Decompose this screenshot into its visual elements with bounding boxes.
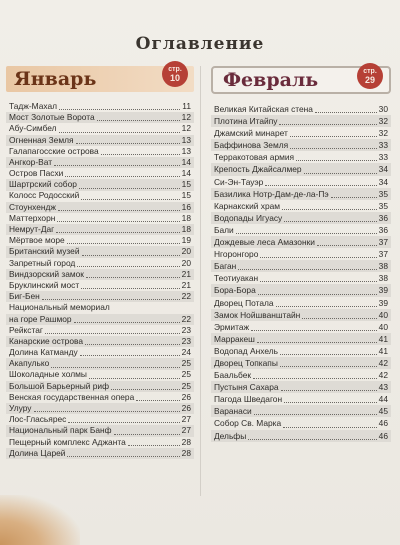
toc-entry-title: Шоколадные холмы <box>9 369 87 380</box>
toc-entry-title: Запретный город <box>9 257 76 268</box>
dot-leader <box>331 190 377 198</box>
toc-entry[interactable] <box>6 157 194 168</box>
toc-entry-page: 30 <box>378 104 388 114</box>
toc-entry-page: 39 <box>378 297 388 308</box>
toc-entry-page: 38 <box>378 273 388 284</box>
dot-leader <box>281 383 377 391</box>
dot-leader <box>282 202 377 210</box>
dot-leader <box>97 113 180 121</box>
january-banner <box>6 66 194 92</box>
toc-entry-title: Водопад Анхель <box>214 345 278 356</box>
toc-entry-title: Собор Св. Марка <box>214 418 282 429</box>
dot-leader <box>58 203 180 211</box>
dot-leader <box>136 393 179 401</box>
dot-leader <box>67 449 179 457</box>
toc-entry-page: 34 <box>378 176 388 187</box>
toc-entry-title: Лос-Гласьярес <box>9 414 67 425</box>
toc-entry-page: 28 <box>181 436 191 447</box>
toc-entry[interactable] <box>6 336 194 347</box>
toc-entry[interactable] <box>211 393 391 405</box>
january-badge-page: 10 <box>169 72 180 83</box>
dot-leader <box>89 371 180 379</box>
toc-entry[interactable] <box>6 112 194 123</box>
toc-entry-page: 35 <box>378 188 388 199</box>
toc-entry[interactable] <box>6 224 194 235</box>
toc-entry-page: 34 <box>378 164 388 175</box>
toc-entry-title: Бали <box>214 224 234 235</box>
toc-entry-title: Джамский минарет <box>214 128 288 139</box>
toc-entry[interactable] <box>211 236 391 248</box>
dot-leader <box>76 136 180 144</box>
toc-entry[interactable] <box>211 405 391 417</box>
toc-entry-title: Марракеш <box>211 333 255 345</box>
toc-entry-page: 20 <box>181 246 191 257</box>
toc-entry[interactable] <box>211 260 391 272</box>
dot-leader <box>82 248 180 256</box>
dot-leader <box>317 238 377 246</box>
dot-leader <box>248 432 376 440</box>
toc-entry-page: 42 <box>378 357 388 368</box>
toc-entry[interactable] <box>211 345 391 357</box>
toc-entry[interactable] <box>6 235 194 246</box>
dot-leader <box>280 347 377 355</box>
toc-entry[interactable] <box>211 272 391 284</box>
february-badge-page: 29 <box>364 74 375 85</box>
toc-entry[interactable] <box>6 358 194 369</box>
toc-entry[interactable] <box>6 425 194 436</box>
dot-leader <box>54 158 180 166</box>
toc-entry-page: 46 <box>378 430 388 441</box>
toc-entry-title: Баффинова Земля <box>211 139 288 151</box>
toc-entry-page: 45 <box>378 406 388 417</box>
toc-entry-title: Баальбек <box>214 370 252 381</box>
dot-leader <box>280 359 377 367</box>
dot-leader <box>56 225 179 233</box>
toc-entry-page: 44 <box>378 394 388 405</box>
january-entry-list <box>6 101 194 459</box>
toc-entry-page: 21 <box>181 279 191 290</box>
toc-entry-title: Теотиуакан <box>214 273 259 284</box>
toc-entry-page: 11 <box>182 100 191 111</box>
dot-leader <box>251 323 377 331</box>
toc-entry-title: Бора-Бора <box>211 284 256 296</box>
toc-entry-page: 12 <box>181 112 191 123</box>
toc-entry[interactable] <box>211 297 391 309</box>
toc-entry[interactable] <box>6 191 194 202</box>
toc-entry-title: Пустыня Сахара <box>211 381 279 393</box>
toc-entry-title: Долина Катманду <box>9 347 78 358</box>
dot-leader <box>296 153 377 161</box>
dot-leader <box>304 166 377 174</box>
toc-entry-page: 15 <box>181 179 191 190</box>
dot-leader <box>283 420 376 428</box>
toc-entry-page: 25 <box>181 369 191 380</box>
toc-entry-title: Базилика Нотр-Дам-де-ла-Пэ <box>211 188 329 200</box>
toc-entry-page: 33 <box>378 152 388 163</box>
toc-entry[interactable] <box>6 370 194 381</box>
toc-entry-title: Немрут-Даг <box>6 224 54 235</box>
toc-entry-title: Шартрский собор <box>6 179 77 190</box>
column-divider <box>200 66 201 496</box>
toc-entry[interactable] <box>211 369 391 381</box>
toc-entry[interactable] <box>6 202 194 213</box>
toc-entry[interactable] <box>6 135 194 146</box>
toc-entry-page: 35 <box>378 200 388 211</box>
dot-leader <box>276 299 377 307</box>
toc-entry[interactable] <box>6 347 194 358</box>
toc-entry[interactable] <box>211 224 391 236</box>
toc-entry-title: Водопады Игуасу <box>211 212 282 224</box>
toc-entry-title: Улуру <box>6 403 32 414</box>
toc-entry-page: 28 <box>181 447 191 458</box>
dot-leader <box>265 178 376 186</box>
january-heading: Январь <box>14 68 97 90</box>
february-heading: Февраль <box>223 69 319 91</box>
toc-entry-title: Абу-Симбел <box>9 123 57 134</box>
toc-entry-title: Остров Пасхи <box>9 168 64 179</box>
dot-leader <box>290 129 377 137</box>
toc-entry[interactable] <box>211 430 391 442</box>
toc-entry[interactable] <box>6 414 194 425</box>
toc-entry-page: 43 <box>378 382 388 393</box>
toc-entry-title: Пещерный комплекс Аджанта <box>9 436 126 447</box>
toc-entry-page: 40 <box>378 321 388 332</box>
toc-entry[interactable] <box>211 139 391 151</box>
dot-leader <box>101 147 180 155</box>
toc-entry-title: на горе Рашмор <box>6 314 72 325</box>
toc-entry-title: Плотина Итайпу <box>211 115 277 127</box>
toc-entry-title: Си-Эн-Тауэр <box>214 176 264 187</box>
decorative-corner-image <box>0 495 80 545</box>
dot-leader <box>59 102 180 110</box>
dot-leader <box>260 250 376 258</box>
toc-entry-title: Карнакский храм <box>214 200 281 211</box>
toc-entry-title: Бруклинский мост <box>9 279 80 290</box>
toc-entry[interactable] <box>211 417 391 429</box>
toc-entry[interactable] <box>211 309 391 321</box>
toc-entry[interactable] <box>6 325 194 336</box>
dot-leader <box>290 141 377 149</box>
dot-leader <box>81 281 180 289</box>
toc-entry-page: 41 <box>378 345 388 356</box>
toc-entry-title: Замок Нойшванштайн <box>211 309 300 321</box>
toc-entry[interactable] <box>211 163 391 175</box>
dot-leader <box>59 125 180 133</box>
toc-entry-title: Акапулько <box>6 358 49 369</box>
toc-entry-page: 27 <box>181 425 191 436</box>
toc-entry[interactable] <box>211 248 391 260</box>
toc-entry-title: Виндзорский замок <box>6 269 84 280</box>
toc-entry-title: Ангкор-Ват <box>6 157 52 168</box>
toc-entry[interactable] <box>211 321 391 333</box>
toc-entry-page: 32 <box>378 116 388 127</box>
toc-entry-page: 46 <box>378 418 388 429</box>
toc-entry[interactable] <box>6 381 194 392</box>
toc-entry-title: Нгоронгоро <box>214 249 259 260</box>
toc-entry-page: 32 <box>378 128 388 139</box>
toc-entry[interactable] <box>211 284 391 296</box>
toc-entry-page: 36 <box>378 212 388 223</box>
toc-entry-page: 18 <box>181 212 191 223</box>
dot-leader <box>284 214 376 222</box>
february-entry-list <box>211 103 391 442</box>
toc-entry[interactable] <box>211 127 391 139</box>
toc-entry[interactable] <box>6 280 194 291</box>
toc-entry[interactable] <box>211 333 391 345</box>
toc-entry-page: 25 <box>181 358 191 369</box>
toc-entry-title: Мост Золотые Ворота <box>6 112 95 123</box>
toc-entry-title: Стоунхендж <box>6 202 56 213</box>
toc-entry-title: Варанаси <box>211 405 252 417</box>
toc-entry[interactable] <box>6 179 194 190</box>
toc-entry[interactable] <box>211 357 391 369</box>
toc-entry[interactable] <box>211 188 391 200</box>
toc-entry-title: Национальный мемориал <box>9 302 110 313</box>
toc-entry[interactable] <box>6 246 194 257</box>
january-badge-label: стр. <box>168 65 182 73</box>
toc-entry-page: 14 <box>181 168 191 179</box>
dot-leader <box>51 360 179 368</box>
dot-leader <box>238 262 376 270</box>
toc-entry-page: 15 <box>181 190 191 201</box>
toc-entry-page: 12 <box>181 123 191 134</box>
toc-entry-title: Эрмитаж <box>214 321 250 332</box>
dot-leader <box>302 311 376 319</box>
toc-entry-page: 14 <box>181 156 191 167</box>
toc-entry-title: Колосс Родосский <box>9 190 80 201</box>
toc-entry-page: 41 <box>378 333 388 344</box>
february-page-badge <box>357 63 383 89</box>
toc-entry-page: 38 <box>378 261 388 272</box>
dot-leader <box>111 382 180 390</box>
toc-entry-title: Дельфы <box>211 430 246 442</box>
toc-entry-page: 19 <box>181 235 191 246</box>
dot-leader <box>257 335 377 343</box>
toc-entry[interactable] <box>211 381 391 393</box>
dot-leader <box>67 236 180 244</box>
dot-leader <box>128 438 180 446</box>
toc-entry-page: 26 <box>181 391 191 402</box>
dot-leader <box>86 270 180 278</box>
toc-entry[interactable] <box>6 101 194 112</box>
toc-entry[interactable] <box>6 213 194 224</box>
toc-entry-page: 36 <box>378 224 388 235</box>
toc-entry-title: Национальный парк Банф <box>6 425 112 436</box>
dot-leader <box>236 226 377 234</box>
toc-entry-title: Британский музей <box>6 246 80 257</box>
toc-entry-title: Мёртвое море <box>9 235 65 246</box>
february-banner <box>211 66 391 94</box>
toc-entry-page: 27 <box>181 414 191 425</box>
dot-leader <box>57 214 179 222</box>
toc-entry[interactable] <box>211 200 391 212</box>
toc-entry-title: Галапагосские острова <box>9 145 99 156</box>
toc-entry-title: Биг-Бен <box>6 291 40 302</box>
toc-entry-title: Баган <box>211 260 236 272</box>
february-column <box>211 66 391 442</box>
dot-leader <box>65 169 179 177</box>
toc-entry-title: Большой Барьерный риф <box>6 381 109 392</box>
dot-leader <box>80 348 180 356</box>
toc-entry-page: 23 <box>181 324 191 335</box>
toc-entry[interactable] <box>6 258 194 269</box>
toc-entry-title: Рейкстаг <box>9 324 43 335</box>
dot-leader <box>42 292 180 300</box>
toc-entry[interactable] <box>6 437 194 448</box>
toc-entry-page: 42 <box>378 370 388 381</box>
toc-entry[interactable] <box>211 212 391 224</box>
toc-entry-title: Пагода Шведагон <box>214 394 283 405</box>
dot-leader <box>45 326 180 334</box>
toc-entry[interactable] <box>6 291 194 302</box>
toc-entry-title: Тадж-Махал <box>9 100 58 111</box>
toc-entry[interactable] <box>6 168 194 179</box>
dot-leader <box>79 181 180 189</box>
toc-entry-page: 20 <box>181 257 191 268</box>
toc-entry-page: 37 <box>378 249 388 260</box>
toc-entry[interactable] <box>6 314 194 325</box>
toc-entry-title: Маттерхорн <box>9 212 56 223</box>
toc-entry-title: Великая Китайская стена <box>214 104 313 114</box>
toc-entry-title: Терракотовая армия <box>214 152 295 163</box>
toc-entry-title: Канарские острова <box>6 336 83 347</box>
toc-entry[interactable] <box>6 448 194 459</box>
toc-entry[interactable] <box>6 302 194 313</box>
january-page-badge <box>162 61 188 87</box>
january-column <box>6 66 194 459</box>
toc-entry[interactable] <box>211 115 391 127</box>
dot-leader <box>284 395 377 403</box>
toc-entry-page: 22 <box>181 291 191 302</box>
toc-entry-page: 25 <box>181 380 191 391</box>
dot-leader <box>77 259 179 267</box>
toc-entry[interactable] <box>6 146 194 157</box>
dot-leader <box>315 105 377 113</box>
dot-leader <box>68 415 179 423</box>
toc-entry-page: 24 <box>181 347 191 358</box>
dot-leader <box>254 407 377 415</box>
toc-entry-title: Венская государственная опера <box>9 391 135 402</box>
toc-entry[interactable] <box>211 103 391 115</box>
toc-entry-title: Долина Царей <box>6 448 65 459</box>
toc-entry-page: 21 <box>181 268 191 279</box>
toc-entry-title: Дворец Потала <box>214 297 274 308</box>
toc-entry-title: Огненная Земля <box>6 135 74 146</box>
toc-entry-page: 13 <box>181 134 191 145</box>
dot-leader <box>260 274 376 282</box>
toc-entry[interactable] <box>6 392 194 403</box>
february-badge-label: стр. <box>363 67 377 75</box>
dot-leader <box>34 404 180 412</box>
toc-entry-page: 16 <box>181 201 191 212</box>
toc-entry-page: 22 <box>181 313 191 324</box>
toc-entry-page: 40 <box>378 309 388 320</box>
toc-entry-title: Крепость Джайсалмер <box>211 163 302 175</box>
dot-leader <box>114 427 180 435</box>
toc-entry[interactable] <box>6 269 194 280</box>
toc-entry-page: 23 <box>181 335 191 346</box>
dot-leader <box>258 287 377 295</box>
dot-leader <box>253 371 377 379</box>
dot-leader <box>279 117 376 125</box>
toc-entry-page: 37 <box>378 237 388 248</box>
toc-entry-title: Дождевые леса Амазонки <box>211 236 315 248</box>
toc-entry-title: Дворец Топкапы <box>211 357 278 369</box>
toc-entry-page: 26 <box>181 403 191 414</box>
dot-leader <box>74 315 180 323</box>
toc-entry-page: 33 <box>378 140 388 151</box>
page-title: Оглавление <box>135 34 265 54</box>
toc-entry[interactable] <box>211 176 391 188</box>
dot-leader <box>85 337 180 345</box>
toc-entry-page: 18 <box>181 224 191 235</box>
toc-entry[interactable] <box>6 123 194 134</box>
toc-entry-page: 39 <box>378 285 388 296</box>
toc-entry[interactable] <box>211 151 391 163</box>
toc-entry[interactable] <box>6 403 194 414</box>
toc-entry-page: 13 <box>181 145 191 156</box>
dot-leader <box>81 192 179 200</box>
